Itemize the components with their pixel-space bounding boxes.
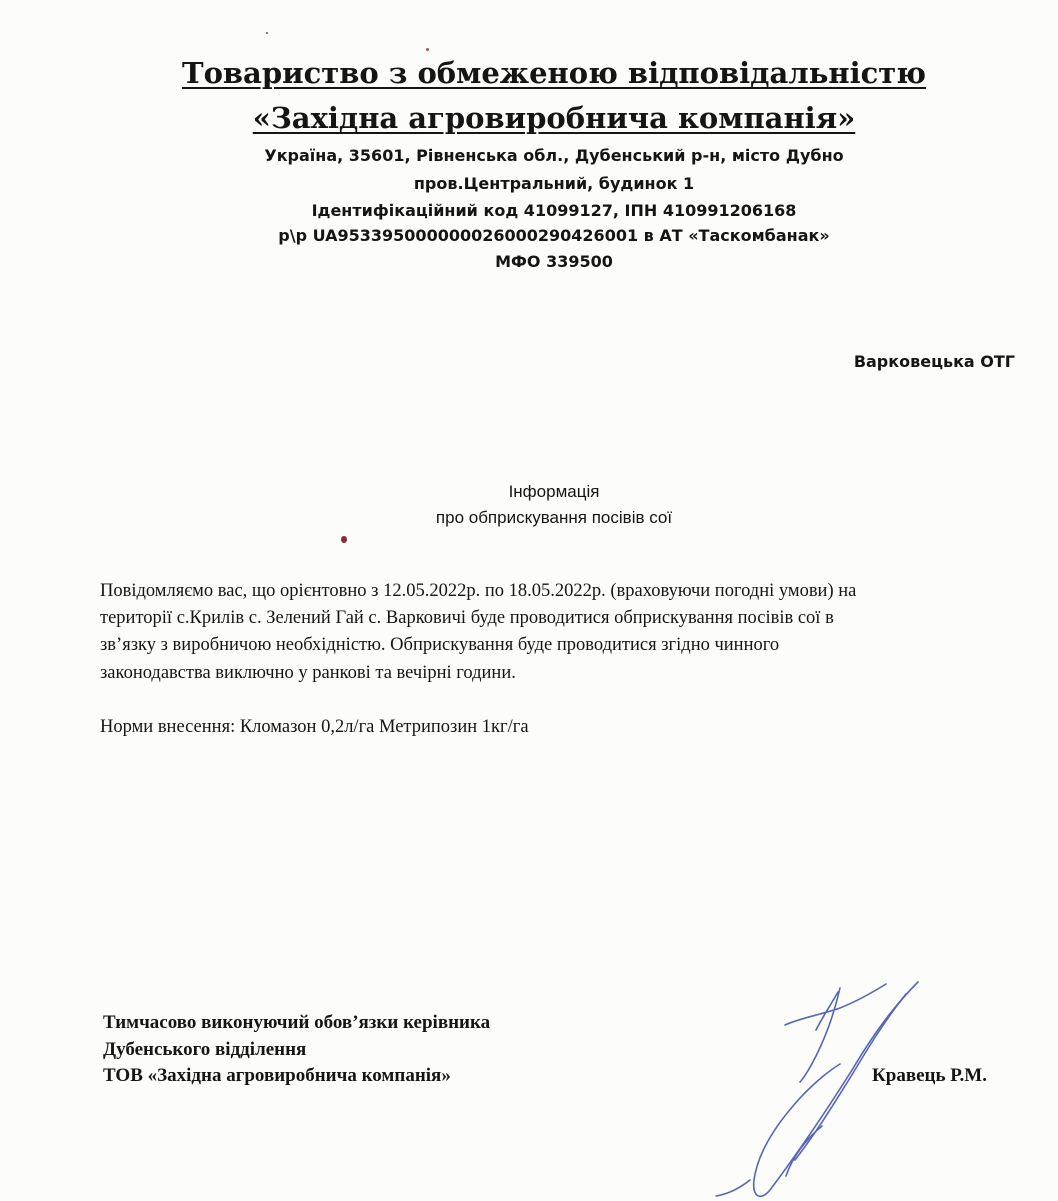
body-paragraph-line: Повідомляємо вас, що орієнтовно з 12.05.2022р. по 18.05.2022р. (враховуючи погодні умови) на <box>100 581 857 601</box>
signer-position-line2: Дубенського відділення <box>103 1039 307 1060</box>
document-title: Інформація <box>508 482 600 501</box>
signer-position-line3: ТОВ «Західна агровиробнича компанія» <box>103 1065 451 1086</box>
company-address-line2: пров.Центральний, будинок 1 <box>413 174 695 193</box>
body-paragraph-line: зв’язку з виробничою необхідністю. Обприскування буде проводитися згідно чинного <box>100 635 780 655</box>
company-name-line1: Товариство з обмеженою відповідальністю <box>181 56 927 90</box>
company-address-line1: Україна, 35601, Рівненська обл., Дубенський р-н, місто Дубно <box>264 146 844 165</box>
signer-position-line1: Тимчасово виконуючий обов’язки керівника <box>103 1012 491 1033</box>
company-identification: Ідентифікаційний код 41099127, ІПН 410991206168 <box>311 201 797 220</box>
application-norms: Норми внесення: Кломазон 0,2л/га Метрипозин 1кг/га <box>100 717 529 737</box>
ink-mark <box>266 32 268 34</box>
company-bank-account: р\р UA953395000000026000290426001 в АТ «Таскомбанак» <box>278 226 830 245</box>
signer-name: Кравець Р.М. <box>872 1065 987 1086</box>
ink-mark <box>426 48 429 51</box>
body-paragraph-line: законодавства виключно у ранкові та вечірні години. <box>100 663 516 683</box>
body-paragraph-line: території с.Крилів с. Зелений Гай с. Варковичі буде проводитися обприскування посівів сої в <box>100 608 834 628</box>
ink-mark <box>341 536 347 543</box>
company-mfo: МФО 339500 <box>495 252 613 271</box>
recipient: Варковецька ОТГ <box>853 352 1015 371</box>
document-subtitle: про обприскування посівів сої <box>435 508 673 527</box>
company-name-line2: «Західна агровиробнича компанія» <box>252 101 856 135</box>
